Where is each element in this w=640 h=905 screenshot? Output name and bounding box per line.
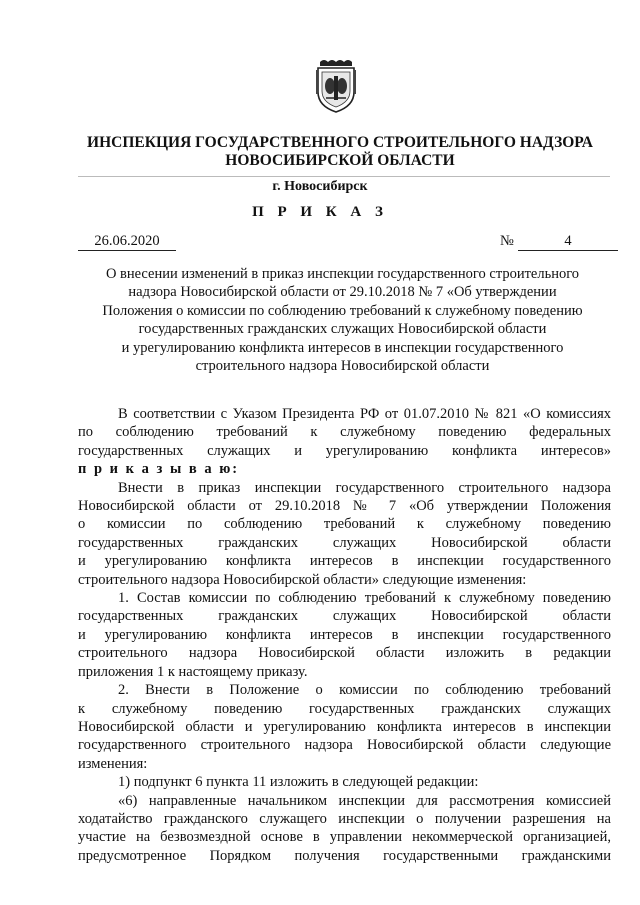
body-line: Внести в приказ инспекции государственного строительного надзора	[118, 479, 611, 496]
body-line: о комиссии по соблюдению требований к служебному поведению	[78, 516, 611, 533]
body-line: государственных гражданских служащих Новосибирской области	[78, 534, 611, 551]
body-line: и урегулированию конфликта интересов в инспекции государственного	[78, 553, 611, 570]
body-line: по соблюдению требований к служебному поведению федеральных	[78, 424, 611, 441]
order-title	[90, 265, 595, 375]
organization-name-line-2: НОВОСИБИРСКОЙ ОБЛАСТИ	[225, 152, 455, 169]
header-divider	[78, 176, 610, 177]
organization-name-line-1: ИНСПЕКЦИЯ ГОСУДАРСТВЕННОГО СТРОИТЕЛЬНОГО НАДЗОРА	[87, 134, 593, 151]
title-line: строительного надзора Новосибирской области	[195, 358, 490, 375]
body-line: к служебному поведению государственных гражданских служащих	[78, 700, 611, 717]
body-line: государственного строительного надзора Новосибирской области следующие	[78, 737, 611, 754]
document-type: П Р И К А З	[252, 204, 388, 220]
city-name: г. Новосибирск	[272, 179, 368, 194]
body-line: ходатайство гражданского служащего инспекции о получении разрешения на	[78, 810, 611, 827]
body-line: изменения:	[78, 755, 148, 772]
order-date: 26.06.2020	[78, 233, 176, 251]
body-line: и урегулированию конфликта интересов в инспекции государственного	[78, 626, 611, 643]
body-line: предусмотренное Порядком получения государственными гражданскими	[78, 847, 611, 864]
title-line: Положения о комиссии по соблюдению требований к служебному поведению	[102, 302, 583, 319]
body-line: государственных гражданских служащих Новосибирской области	[78, 608, 611, 625]
body-line: строительного надзора Новосибирской области» следующие изменения:	[78, 571, 527, 588]
order-directive: п р и к а з ы в а ю:	[78, 461, 240, 478]
body-line: Новосибирской области и урегулированию конфликта интересов в инспекции	[78, 718, 611, 735]
coat-of-arms-icon	[314, 58, 358, 114]
title-line: государственных гражданских служащих Новосибирской области	[138, 321, 547, 338]
body-line: Новосибирской области от 29.10.2018 № 7 «Об утверждении Положения	[78, 498, 611, 515]
body-line: «6) направленные начальником инспекции для рассмотрения комиссией	[118, 792, 611, 809]
body-line: 1. Состав комиссии по соблюдению требований к служебному поведению	[118, 590, 611, 607]
body-line: 1) подпункт 6 пункта 11 изложить в следующей редакции:	[118, 774, 479, 791]
body-line: государственных служащих и урегулированию конфликта интересов»	[78, 442, 611, 459]
title-line: и урегулированию конфликта интересов в инспекции государственного	[121, 339, 564, 356]
order-number: 4	[518, 233, 618, 251]
title-line: О внесении изменений в приказ инспекции государственного строительного	[105, 266, 580, 282]
body-line: приложения 1 к настоящему приказу.	[78, 663, 308, 680]
order-body	[78, 405, 611, 865]
body-line: строительного надзора Новосибирской области изложить в редакции	[78, 645, 611, 662]
body-line: участие на безвозмездной основе в управлении некоммерческой организацией,	[78, 829, 611, 846]
title-line: надзора Новосибирской области от 29.10.2018 № 7 «Об утверждении	[128, 284, 557, 301]
body-line: 2. Внести в Положение о комиссии по соблюдению требований	[118, 682, 611, 699]
body-line: В соответствии с Указом Президента РФ от 01.07.2010 № 821 «О комиссиях	[118, 406, 611, 422]
order-number-label: №	[500, 233, 514, 249]
